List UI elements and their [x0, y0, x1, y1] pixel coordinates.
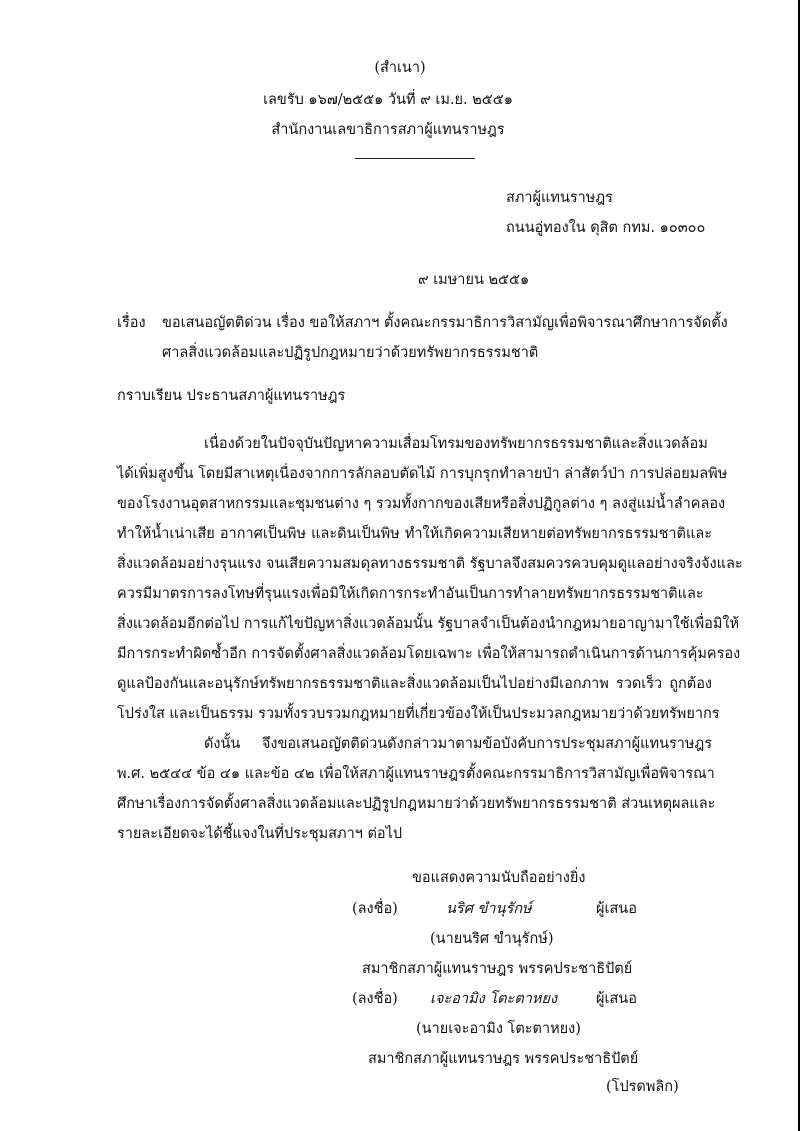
receipt-number: เลขรับ ๑๖๗/๒๕๕๑ วันที่ ๙ เม.ย. ๒๕๕๑	[263, 92, 513, 108]
signer-2-signature: เจะอามิง โตะตาหยง	[430, 991, 558, 1007]
address-line-2: ถนนอู่ทองใน ดุสิต กทม. ๑๐๓๐๐	[506, 220, 706, 236]
paragraph-1-line-3: ของโรงงานอุตสาหกรรมและชุมชนต่าง ๆ รวมทั้งกากของเสียหรือสิ่งปฏิกูลต่าง ๆ ลงสู่แม่น้ำลำคลอง	[117, 496, 726, 512]
signer-1-position: สมาชิกสภาผู้แทนราษฎร พรรคประชาธิปัตย์	[362, 961, 633, 977]
paragraph-1-line-8: มีการกระทำผิดซ้ำอีก การจัดตั้งศาลสิ่งแวดล้อมโดยเฉพาะ เพื่อให้สามารถดำเนินการด้านการคุ้มครอง	[117, 646, 741, 662]
letter-date: ๙ เมษายน ๒๕๕๑	[418, 272, 530, 288]
signer-1-role: ผู้เสนอ	[596, 901, 637, 917]
please-turn-over: (โปรดพลิก)	[606, 1079, 679, 1095]
paragraph-2-line-4: รายละเอียดจะได้ชี้แจงในที่ประชุมสภาฯ ต่อไป	[117, 826, 403, 842]
paragraph-1-line-9: ดูแลป้องกันและอนุรักษ์ทรัพยากรธรรมชาติและสิ่งแวดล้อมเป็นไปอย่างมีเอกภาพ รวดเร็ว ถูกต้อง	[117, 676, 712, 692]
signer-1-sign-label: (ลงชื่อ)	[352, 901, 398, 917]
subject-label: เรื่อง	[117, 315, 146, 331]
signer-2-sign-label: (ลงชื่อ)	[352, 991, 398, 1007]
subject-line-2: ศาลสิ่งแวดล้อมและปฏิรูปกฎหมายว่าด้วยทรัพยากรธรรมชาติ	[162, 345, 539, 361]
paragraph-1-line-7: สิ่งแวดล้อมอีกต่อไป การแก้ไขปัญหาสิ่งแวดล้อมนั้น รัฐบาลจำเป็นต้องนำกฎหมายอาญามาใช้เพื่อมิให้	[117, 616, 740, 632]
paragraph-1-line-5: สิ่งแวดล้อมอย่างรุนแรง จนเสียความสมดุลทางธรรมชาติ รัฐบาลจึงสมควรควบคุมดูแลอย่างจริงจังและ	[117, 556, 743, 572]
paragraph-1-line-4: ทำให้น้ำเน่าเสีย อากาศเป็นพิษ และดินเป็นพิษ ทำให้เกิดความเสียหายต่อทรัพยากรธรรมชาติและ	[117, 526, 712, 542]
office-name: สำนักงานเลขาธิการสภาผู้แทนราษฎร	[271, 122, 505, 138]
paragraph-1-line-10: โปร่งใส และเป็นธรรม รวมทั้งรวบรวมกฎหมายที่เกี่ยวข้องให้เป็นประมวลกฎหมายว่าด้วยทรัพยากร	[117, 706, 720, 722]
closing-phrase: ขอแสดงความนับถืออย่างยิ่ง	[412, 870, 586, 886]
paragraph-1-line-2: ได้เพิ่มสูงขึ้น โดยมีสาเหตุเนื่องจากการลักลอบตัดไม้ การบุกรุกทำลายป่า ล่าสัตว์ป่า การปล่อยมลพิษ	[117, 466, 728, 482]
address-line-1: สภาผู้แทนราษฎร	[506, 190, 613, 206]
signer-1-signature: นริศ ขำนุรักษ์	[446, 901, 532, 917]
paragraph-1-line-6: ควรมีมาตรการลงโทษที่รุนแรงเพื่อมิให้เกิดการกระทำอันเป็นการทำลายทรัพยากรธรรมชาติและ	[117, 586, 704, 602]
signer-2-position: สมาชิกสภาผู้แทนราษฎร พรรคประชาธิปัตย์	[368, 1051, 639, 1067]
paragraph-2-line-2: พ.ศ. ๒๕๔๔ ข้อ ๔๑ และข้อ ๔๒ เพื่อให้สภาผู้แทนราษฎรตั้งคณะกรรมาธิการวิสามัญเพื่อพิจารณา	[117, 766, 715, 782]
signer-2-full-name: (นายเจะอามิง โตะตาหยง)	[416, 1021, 581, 1037]
signer-1-full-name: (นายนริศ ขำนุรักษ์)	[430, 931, 554, 947]
copy-mark: (สำเนา)	[374, 60, 426, 76]
header-divider	[355, 158, 475, 159]
paragraph-2-line-1: ดังนั้น จึงขอเสนอญัตติด่วนดังกล่าวมาตามข้อบังคับการประชุมสภาผู้แทนราษฎร	[204, 736, 712, 752]
subject-line-1: ขอเสนอญัตติด่วน เรื่อง ขอให้สภาฯ ตั้งคณะกรรมาธิการวิสามัญเพื่อพิจารณาศึกษาการจัดตั้ง	[162, 315, 728, 331]
signer-2-role: ผู้เสนอ	[596, 991, 637, 1007]
paragraph-1-line-1: เนื่องด้วยในปัจจุบันปัญหาความเสื่อมโทรมของทรัพยากรธรรมชาติและสิ่งแวดล้อม	[204, 436, 708, 452]
paragraph-2-line-3: ศึกษาเรื่องการจัดตั้งศาลสิ่งแวดล้อมและปฏิรูปกฎหมายว่าด้วยทรัพยากรธรรมชาติ ส่วนเหตุผลและ	[117, 796, 716, 812]
salutation: กราบเรียน ประธานสภาผู้แทนราษฎร	[117, 388, 346, 404]
